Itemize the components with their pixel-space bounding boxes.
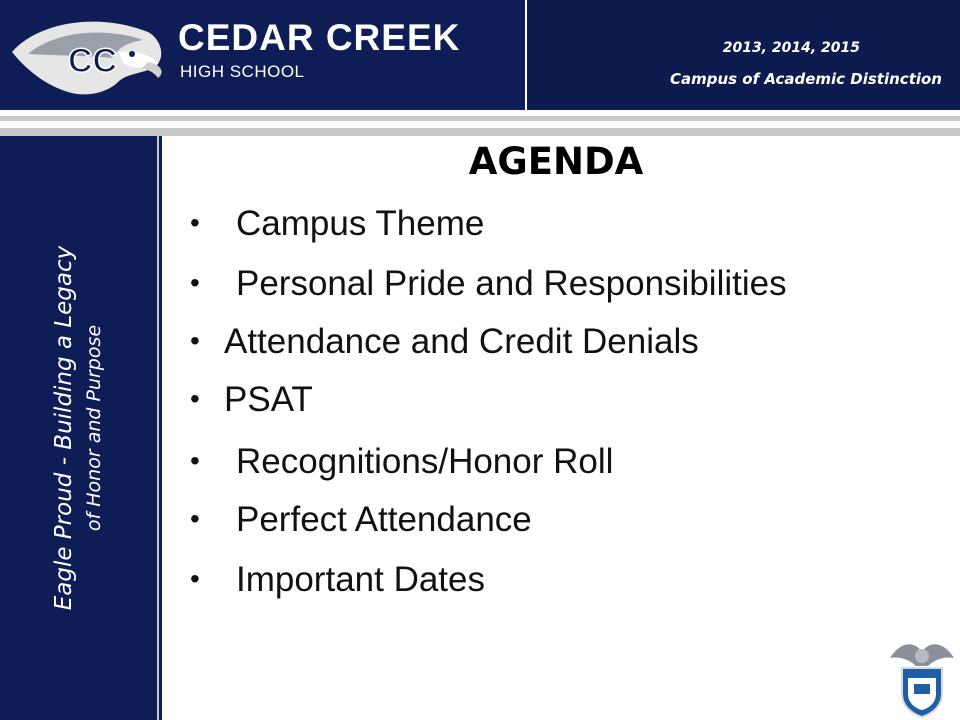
motto-line-2: of Honor and Purpose xyxy=(83,324,105,532)
agenda-item-text: Campus Theme xyxy=(236,204,485,243)
bullet-icon: • xyxy=(190,267,200,298)
eagle-logo-icon xyxy=(8,12,168,100)
bullet-icon: • xyxy=(190,503,200,534)
sidebar-motto xyxy=(49,168,109,688)
agenda-item-text: Recognitions/Honor Roll xyxy=(236,442,614,481)
bullet-icon: • xyxy=(190,325,200,356)
divider-stripe xyxy=(0,128,960,136)
bullet-icon: • xyxy=(190,563,200,594)
agenda-item-text: Important Dates xyxy=(236,560,485,599)
agenda-item-text: Personal Pride and Responsibilities xyxy=(236,264,787,303)
distinction-text: Campus of Academic Distinction xyxy=(669,70,942,88)
divider-stripe xyxy=(0,121,960,128)
school-crest-icon xyxy=(888,638,956,718)
bullet-icon: • xyxy=(190,207,200,238)
school-brand-panel xyxy=(0,0,527,110)
bullet-icon: • xyxy=(190,445,200,476)
agenda-item-text: PSAT xyxy=(224,380,313,419)
bullet-icon: • xyxy=(190,383,200,414)
school-subtitle: HIGH SCHOOL xyxy=(180,62,305,81)
school-name: CEDAR CREEK xyxy=(178,17,461,58)
agenda-item-text: Perfect Attendance xyxy=(236,500,532,539)
motto-line-1: Eagle Proud - Building a Legacy xyxy=(51,245,77,611)
logo-letters: CC xyxy=(68,42,118,80)
header-banner xyxy=(0,0,960,110)
page-title: AGENDA xyxy=(468,140,644,183)
distinction-years: 2013, 2014, 2015 xyxy=(722,40,860,56)
agenda-item-text: Attendance and Credit Denials xyxy=(224,322,699,361)
sidebar-divider xyxy=(159,136,162,720)
